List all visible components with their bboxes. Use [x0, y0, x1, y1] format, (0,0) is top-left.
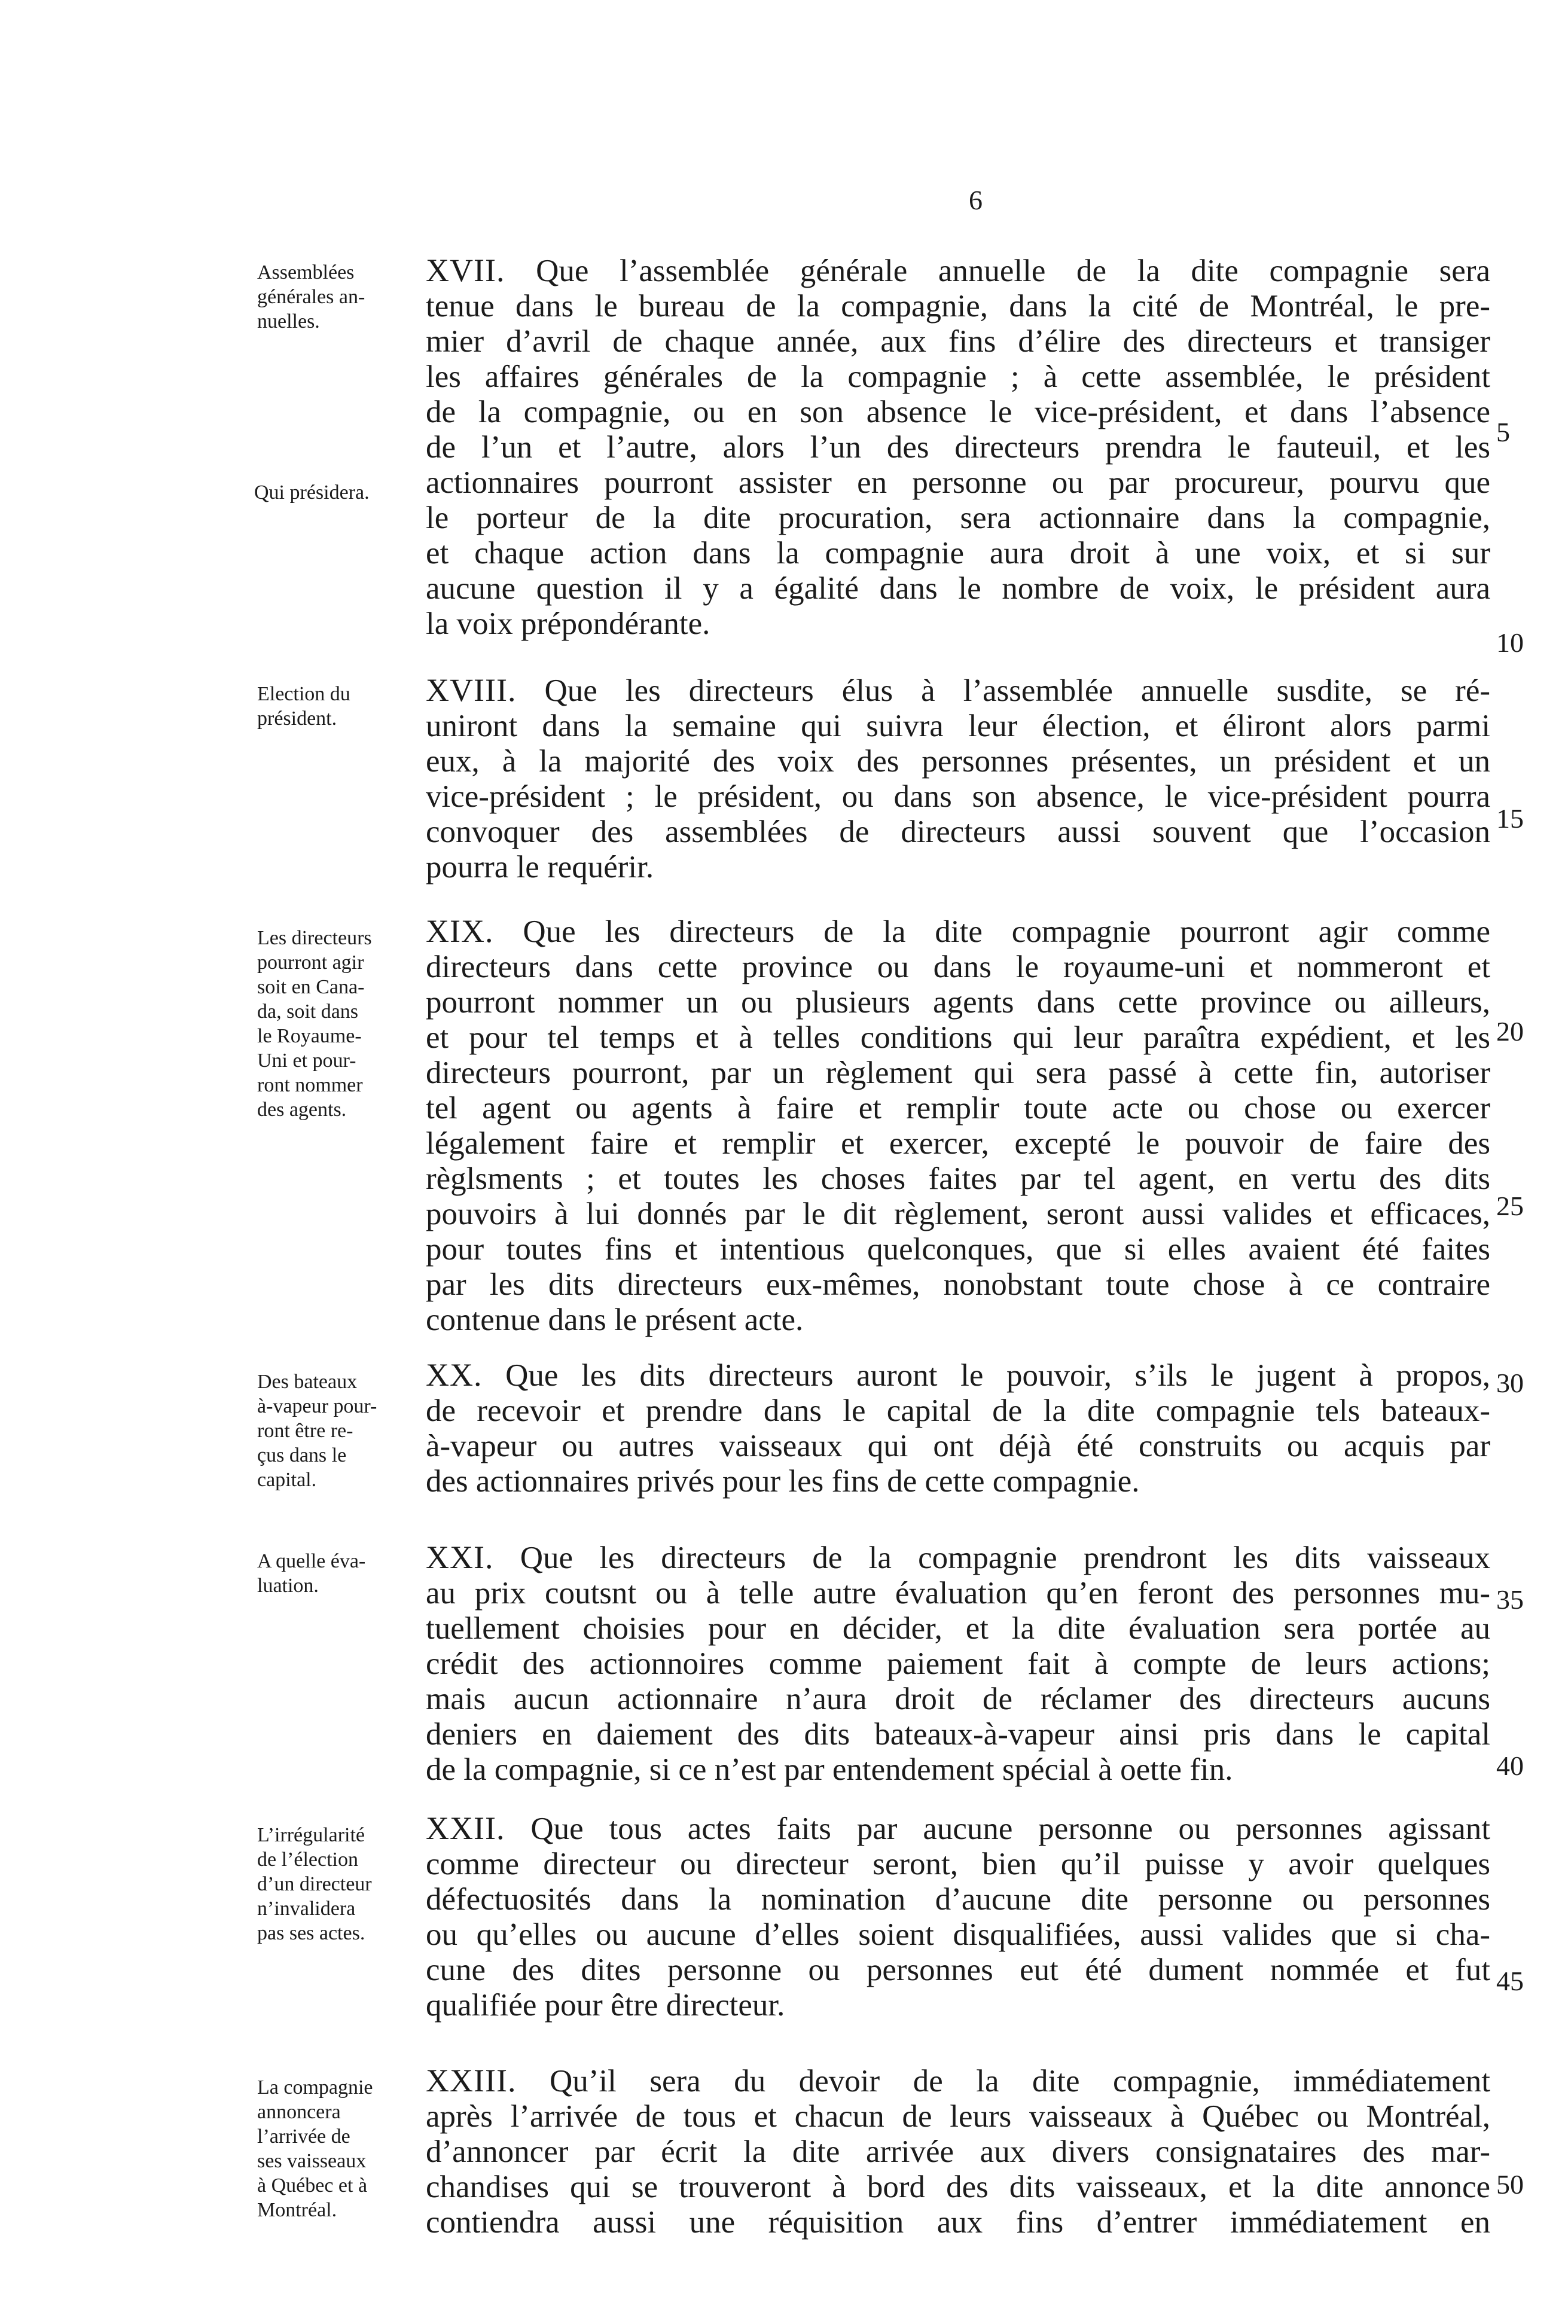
line-number: 45 — [1496, 1966, 1524, 1996]
line-number: 10 — [1496, 627, 1524, 658]
line-number: 5 — [1496, 417, 1510, 447]
line-number: 35 — [1496, 1584, 1524, 1615]
line-number: 25 — [1496, 1191, 1524, 1221]
article-text: XXIII. Qu’il sera du devoir de la dite compagnie, immédiatement après l’arrivée de tous et chacun de leurs vaisseaux à Québec ou Montréal, d’annoncer par écrit la dite arrivée aux divers consignataires des mar- chandises qui se trouveront à bord des dits vaisseaux, et la dite annonce contiendra aussi une réquisition aux fins d’entrer immédiatement en — [426, 2063, 1490, 2240]
page-number: 6 — [969, 185, 983, 215]
line-number: 50 — [1496, 2169, 1524, 2200]
article-text: XIX. Que les directeurs de la dite compagnie pourront agir comme directeurs dans cette province ou dans le royaume-uni et nommeront et pourront nommer un ou plusieurs agents dans cette province ou ailleurs, et pour tel temps et à telles conditions qui leur paraîtra expédient, et les directeurs pourront, par un règlement qui sera passé à cette fin, autoriser tel agent ou agents à faire et remplir toute acte ou chose ou exercer légalement faire et remplir et exercer, excepté le pouvoir de faire des règlsments ; et toutes les choses faites par tel agent, en vertu des dits pouvoirs à lui donnés par le dit règlement, seront aussi valides et efficaces, pour toutes fins et intentious quelconques, que si elles avaient été faites par les dits directeurs eux-mêmes, nonobstant toute chose à ce contraire contenue dans le présent acte. — [426, 913, 1490, 1337]
article-text: XXII. Que tous actes faits par aucune personne ou personnes agissant comme directeur ou directeur seront, bien qu’il puisse y avoir quelques défectuosités dans la nomination d’aucune dite personne ou personnes ou qu’elles ou aucune d’elles soient disqualifiées, aussi valides que si cha- cune des dites personne ou personnes eut été dument nommée et fut qualifiée pour être directeur. — [426, 1810, 1491, 2023]
line-number: 20 — [1496, 1016, 1524, 1047]
article-text: XVIII. Que les directeurs élus à l’assemblée annuelle susdite, se ré- uniront dans la semaine qui suivra leur élection, et éliront alors parmi eux, à la majorité des voix des personnes présentes, un président et un vice-président ; le président, ou dans son absence, le vice-président pourra convoquer des assemblées de directeurs aussi souvent que l’occasion pourra le requérir. — [426, 672, 1490, 885]
line-number: 15 — [1496, 803, 1524, 834]
line-number: 40 — [1496, 1750, 1524, 1781]
margin-note: L’irrégularité de l’élection d’un directeur n’invalidera pas ses actes. — [257, 1824, 372, 1944]
line-number: 30 — [1496, 1368, 1524, 1398]
margin-note-secondary: Qui présidera. — [254, 481, 370, 504]
margin-note: Assemblées générales an- nuelles. — [257, 261, 365, 333]
article-text: XXI. Que les directeurs de la compagnie prendront les dits vaisseaux au prix coutsnt ou à telle autre évaluation qu’en feront des personnes mu- tuellement choisies pour en décider, et la dite évaluation sera portée au crédit des actionnoires comme paiement fait à compte de leurs actions; mais aucun actionnaire n’aura droit de réclamer des directeurs aucuns deniers en daiement des dits bateaux-à-vapeur ainsi pris dans le capital de la compagnie, si ce n’est par entendement spécial à oette fin. — [426, 1539, 1491, 1787]
margin-note: La compagnie annoncera l’arrivée de ses vaisseaux à Québec et à Montréal. — [257, 2076, 373, 2221]
margin-note: Des bateaux à-vapeur pour- ront être re- çus dans le capital. — [257, 1371, 377, 1491]
article-text: XVII. Que l’assemblée générale annuelle de la dite compagnie sera tenue dans le bureau de la compagnie, dans la cité de Montréal, le pre- mier d’avril de chaque année, aux fins d’élire des directeurs et transiger les affaires générales de la compagnie ; à cette assemblée, le président de la compagnie, ou en son absence le vice-président, et dans l’absence de l’un et l’autre, alors l’un des directeurs prendra le fauteuil, et les actionnaires pourront assister en personne ou par procureur, pourvu que le porteur de la dite procuration, sera actionnaire dans la compagnie, et chaque action dans la compagnie aura droit à une voix, et si sur aucune question il y a égalité dans le nombre de voix, le président aura la voix prépondérante. — [426, 252, 1490, 641]
margin-note: A quelle éva- luation. — [257, 1550, 366, 1597]
margin-note: Election du président. — [257, 683, 350, 730]
margin-note: Les directeurs pourront agir soit en Cana- da, soit dans le Royaume- Uni et pour- ront nommer des agents. — [257, 927, 372, 1121]
article-text: XX. Que les dits directeurs auront le pouvoir, s’ils le jugent à propos, de recevoir et prendre dans le capital de la dite compagnie tels bateaux- à-vapeur ou autres vaisseaux qui ont déjà été construits ou acquis par des actionnaires privés pour les fins de cette compagnie. — [426, 1357, 1491, 1499]
